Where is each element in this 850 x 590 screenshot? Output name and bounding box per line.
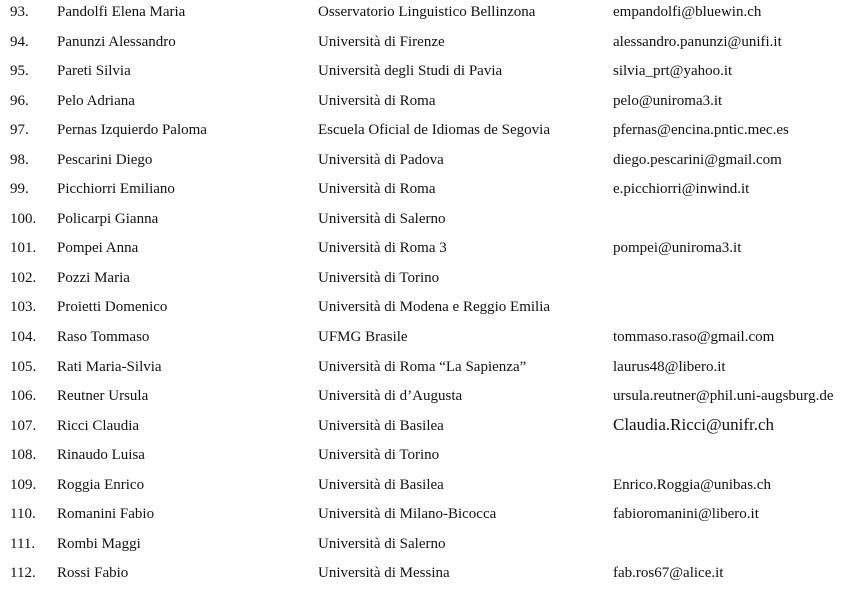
participant-name: Pelo Adriana [57, 92, 135, 109]
table-row [0, 505, 850, 535]
institution-name: Università di Roma 3 [318, 240, 447, 257]
participant-name: Picchiorri Emiliano [57, 181, 175, 198]
table-row [0, 535, 850, 565]
email-address: pfernas@encina.pntic.mec.es [613, 122, 789, 139]
row-number: 100. [10, 210, 37, 227]
email-address: empandolfi@bluewin.ch [613, 4, 762, 20]
institution-name: Università di d’Augusta [318, 388, 463, 405]
table-row [0, 180, 850, 210]
institution-name: Università di Torino [318, 269, 440, 286]
participant-name: Romanini Fabio [57, 506, 155, 523]
row-number: 112. [10, 565, 36, 582]
table-row [0, 92, 850, 122]
email-address: fabioromanini@libero.it [613, 506, 759, 523]
institution-name: Università di Roma [318, 181, 436, 198]
row-number: 101. [10, 240, 37, 257]
email-address: silvia_prt@yahoo.it [613, 63, 733, 80]
institution-name: Università di Firenze [318, 33, 445, 50]
row-number: 106. [10, 388, 37, 405]
table-row [0, 387, 850, 417]
participant-name: Reutner Ursula [57, 388, 149, 405]
email-address: laurus48@libero.it [613, 358, 726, 375]
row-number: 94. [10, 33, 29, 50]
row-number: 96. [10, 92, 29, 109]
participant-name: Pareti Silvia [57, 63, 131, 80]
participant-name: Rossi Fabio [57, 565, 129, 582]
participant-name: Roggia Enrico [57, 476, 145, 493]
participant-name: Panunzi Alessandro [57, 33, 176, 50]
participant-table [0, 3, 850, 590]
row-number: 102. [10, 269, 37, 286]
institution-name: Università di Modena e Reggio Emilia [318, 299, 551, 316]
row-number: 97. [10, 122, 29, 139]
row-number: 103. [10, 299, 37, 316]
table-row [0, 121, 850, 151]
participant-name: Pescarini Diego [57, 151, 153, 168]
table-row [0, 151, 850, 181]
table-row [0, 239, 850, 269]
participant-name: Pompei Anna [57, 240, 139, 257]
institution-name: Università di Messina [318, 565, 450, 582]
table-row [0, 476, 850, 506]
email-address: tommaso.raso@gmail.com [613, 329, 775, 346]
email-address: ursula.reutner@phil.uni-augsburg.de [613, 388, 834, 405]
table-row [0, 33, 850, 63]
institution-name: Università di Padova [318, 151, 444, 168]
email-address: e.picchiorri@inwind.it [613, 181, 750, 198]
institution-name: Università di Milano-Bicocca [318, 506, 497, 523]
email-address: Claudia.Ricci@unifr.ch [613, 414, 775, 434]
table-row [0, 358, 850, 388]
institution-name: Escuela Oficial de Idiomas de Segovia [318, 122, 551, 139]
table-row [0, 414, 850, 447]
participant-name: Ricci Claudia [57, 417, 140, 434]
email-address: fab.ros67@alice.it [613, 565, 724, 582]
row-number: 108. [10, 447, 37, 464]
email-address: diego.pescarini@gmail.com [613, 151, 782, 168]
table-row [0, 269, 850, 299]
participant-name: Rinaudo Luisa [57, 447, 145, 464]
row-number: 111. [10, 535, 36, 552]
institution-name: Università di Roma “La Sapienza” [318, 358, 527, 375]
institution-name: Università di Salerno [318, 535, 446, 552]
email-address: Enrico.Roggia@unibas.ch [613, 476, 771, 493]
row-number: 93. [10, 4, 29, 20]
row-number: 107. [10, 417, 37, 434]
participant-name: Pandolfi Elena Maria [57, 4, 186, 20]
email-address: pelo@uniroma3.it [613, 92, 723, 109]
row-number: 110. [10, 506, 36, 523]
row-number: 105. [10, 358, 37, 375]
participant-name: Pernas Izquierdo Paloma [57, 122, 207, 139]
table-row [0, 3, 850, 33]
institution-name: Università di Roma [318, 92, 436, 109]
institution-name: UFMG Brasile [318, 329, 408, 346]
institution-name: Università di Salerno [318, 210, 446, 227]
table-row [0, 62, 850, 92]
table-row [0, 328, 850, 358]
row-number: 99. [10, 181, 29, 198]
participant-name: Pozzi Maria [57, 269, 130, 286]
institution-name: Università di Basilea [318, 417, 444, 434]
table-row [0, 298, 850, 328]
participant-name: Rombi Maggi [57, 535, 141, 552]
email-address: pompei@uniroma3.it [613, 240, 742, 257]
participant-name: Proietti Domenico [57, 299, 168, 316]
table-row [0, 210, 850, 240]
institution-name: Università di Torino [318, 447, 440, 464]
participant-name: Policarpi Gianna [57, 210, 159, 227]
row-number: 95. [10, 63, 29, 80]
participant-name: Raso Tommaso [57, 329, 150, 346]
row-number: 98. [10, 151, 29, 168]
participant-name: Rati Maria-Silvia [57, 358, 162, 375]
institution-name: Osservatorio Linguistico Bellinzona [318, 4, 536, 20]
row-number: 109. [10, 476, 37, 493]
institution-name: Università di Basilea [318, 476, 444, 493]
email-address: alessandro.panunzi@unifi.it [613, 33, 782, 50]
table-row [0, 564, 850, 590]
institution-name: Università degli Studi di Pavia [318, 63, 503, 80]
row-number: 104. [10, 329, 37, 346]
table-row [0, 446, 850, 476]
